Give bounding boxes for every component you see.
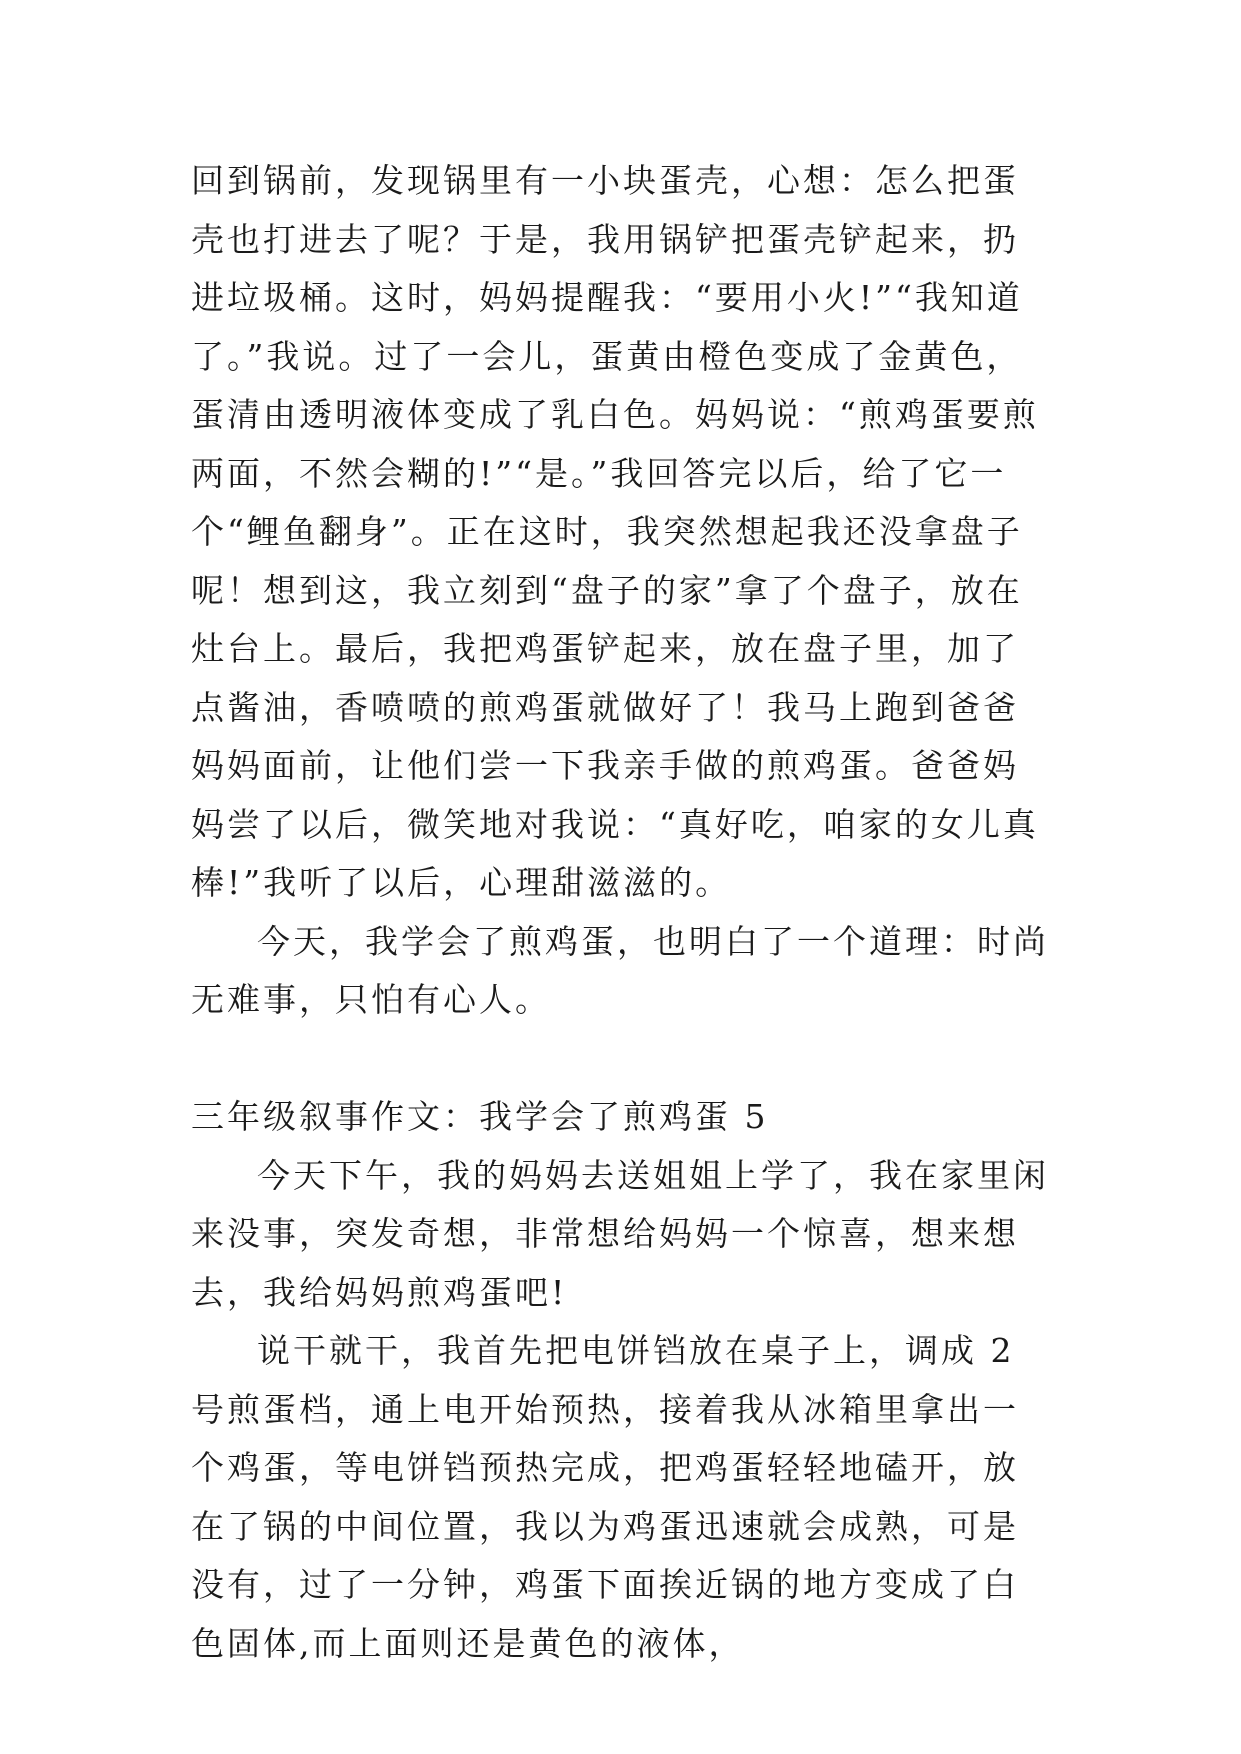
paragraph-continued: 回到锅前，发现锅里有一小块蛋壳，心想：怎么把蛋壳也打进去了呢？于是，我用锅铲把蛋壳铲起来，扔进垃圾桶。这时，妈妈提醒我：“要用小火!”“我知道了。”我说。过了一会儿，蛋黄由橙色变成了金黄色，蛋清由透明液体变成了乳白色。妈妈说：“煎鸡蛋要煎两面，不然会糊的!”“是。”我回答完以后，给了它一个“鲤鱼翻身”。正在这时，我突然想起我还没拿盘子呢！想到这，我立刻到“盘子的家”拿了个盘子，放在灶台上。最后，我把鸡蛋铲起来，放在盘子里，加了点酱油，香喷喷的煎鸡蛋就做好了！我马上跑到爸爸妈妈面前，让他们尝一下我亲手做的煎鸡蛋。爸爸妈妈尝了以后，微笑地对我说：“真好吃，咱家的女儿真棒!”我听了以后，心理甜滋滋的。 (191, 161, 1039, 902)
document-page (191, 152, 1051, 1673)
section-title: 三年级叙事作文：我学会了煎鸡蛋 5 (191, 1097, 769, 1136)
blank-line (191, 1030, 1051, 1089)
paragraph-intro: 今天下午，我的妈妈去送姐姐上学了，我在家里闲来没事，突发奇想，非常想给妈妈一个惊喜，想来想去，我给妈妈煎鸡蛋吧! (191, 1155, 1049, 1312)
paragraph-body: 说干就干，我首先把电饼铛放在桌子上，调成 2 号煎蛋档，通上电开始预热，接着我从冰箱里拿出一个鸡蛋，等电饼铛预热完成，把鸡蛋轻轻地磕开，放在了锅的中间位置，我以为鸡蛋迅速就会成熟，可是没有，过了一分钟，鸡蛋下面挨近锅的地方变成了白色固体,而上面则还是黄色的液体， (191, 1331, 1028, 1663)
paragraph-conclusion: 今天，我学会了煎鸡蛋，也明白了一个道理：时尚无难事，只怕有心人。 (191, 921, 1049, 1019)
